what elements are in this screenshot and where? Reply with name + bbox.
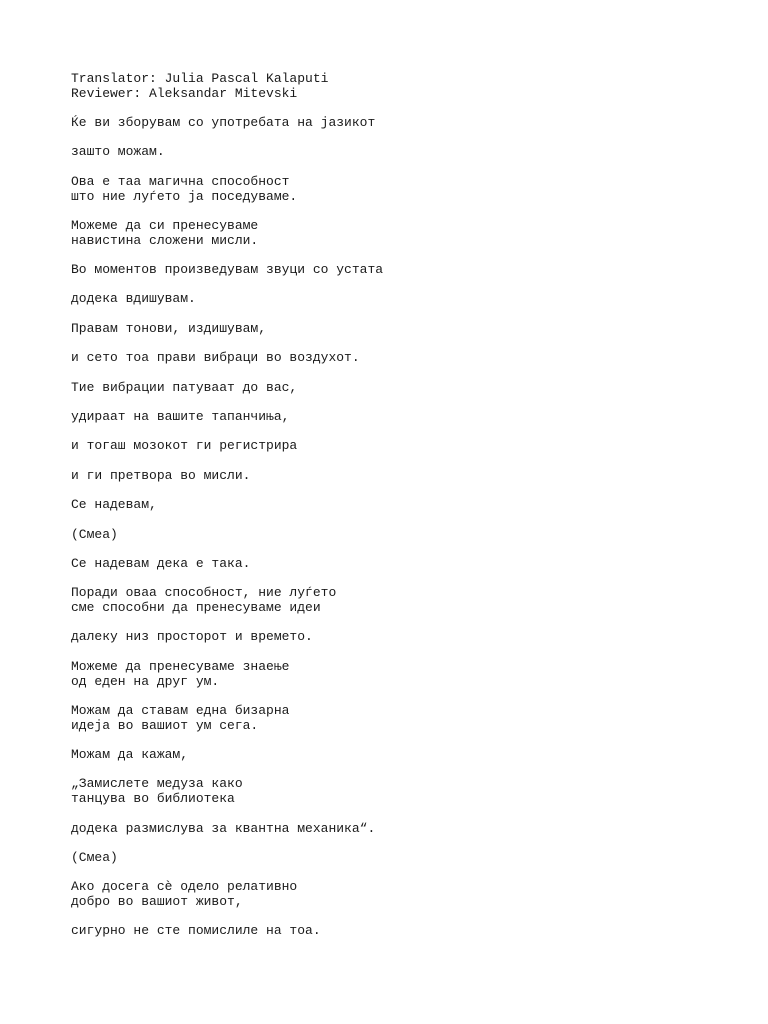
transcript-line: Ова е таа магична способност — [71, 173, 290, 189]
transcript-paragraph — [71, 381, 731, 396]
transcript-paragraph — [71, 219, 731, 248]
transcript-paragraph — [71, 175, 731, 204]
transcript-line: сме способни да пренесуваме идеи — [71, 600, 321, 616]
transcript-line: зашто можам. — [71, 144, 165, 160]
transcript-paragraph — [71, 116, 731, 131]
transcript-paragraph — [71, 263, 731, 278]
transcript-line: удираат на вашите тапанчиња, — [71, 409, 290, 425]
transcript-paragraph — [71, 410, 731, 425]
transcript-line: Можам да ставам една бизарна — [71, 702, 290, 718]
transcript-paragraph — [71, 777, 731, 806]
transcript-paragraph — [71, 704, 731, 733]
transcript-paragraph — [71, 351, 731, 366]
transcript-paragraph — [71, 924, 731, 939]
transcript-paragraph — [71, 145, 731, 160]
transcript-line: што ние луѓето ја поседуваме. — [71, 188, 298, 204]
transcript-line: „Замислете медуза како — [71, 776, 243, 792]
transcript-line: Се надевам, — [71, 497, 157, 513]
transcript-line: (Смеа) — [71, 849, 118, 865]
transcript-line: и ги претвора во мисли. — [71, 467, 251, 483]
transcript-line: Можеме да пренесуваме знаење — [71, 658, 290, 674]
transcript-paragraph — [71, 322, 731, 337]
transcript-line: Можеме да си пренесуваме — [71, 217, 259, 233]
transcript-paragraph — [71, 528, 731, 543]
transcript-line: Поради оваа способност, ние луѓето — [71, 585, 337, 601]
transcript-paragraph — [71, 72, 731, 101]
transcript-paragraph — [71, 498, 731, 513]
transcript-paragraph — [71, 292, 731, 307]
transcript-paragraph — [71, 851, 731, 866]
transcript-line: Можам да кажам, — [71, 747, 189, 763]
transcript-line: Ќе ви зборувам со употребата на јазикот — [71, 115, 376, 131]
transcript-line: и сето тоа прави вибраци во воздухот. — [71, 350, 360, 366]
transcript-line: идеја во вашиот ум сега. — [71, 717, 259, 733]
transcript-line: навистина сложени мисли. — [71, 232, 259, 248]
transcript-paragraph — [71, 660, 731, 689]
transcript-paragraph — [71, 557, 731, 572]
transcript-line: Тие вибрации патуваат до вас, — [71, 379, 298, 395]
transcript-line: Ако досега сѐ одело релативно — [71, 879, 298, 895]
transcript-line: Reviewer: Aleksandar Mitevski — [71, 85, 298, 101]
transcript-line: (Смеа) — [71, 526, 118, 542]
transcript-line: Translator: Julia Pascal Kalaputi — [71, 71, 329, 86]
transcript-line: Правам тонови, издишувам, — [71, 320, 267, 336]
transcript-line: добро во вашиот живот, — [71, 894, 243, 909]
transcript-paragraph — [71, 586, 731, 615]
transcript-line: Се надевам дека е така. — [71, 555, 251, 571]
transcript-line: додека размислува за квантна механика“. — [71, 820, 376, 836]
transcript-paragraph — [71, 880, 731, 909]
transcript-line: додека вдишувам. — [71, 291, 196, 307]
transcript-line: далеку низ просторот и времето. — [71, 629, 313, 645]
transcript-line: од еден на друг ум. — [71, 673, 220, 689]
transcript-line: танцува во библиотека — [71, 791, 235, 807]
transcript-paragraph — [71, 822, 731, 837]
transcript-paragraph — [71, 748, 731, 763]
document-page — [71, 72, 731, 954]
transcript-paragraph — [71, 439, 731, 454]
transcript-paragraph — [71, 469, 731, 484]
transcript-paragraph — [71, 630, 731, 645]
transcript-line: сигурно не сте помислиле на тоа. — [71, 923, 321, 939]
transcript-line: и тогаш мозокот ги регистрира — [71, 438, 298, 454]
transcript-line: Во моментов произведувам звуци со устата — [71, 262, 384, 278]
